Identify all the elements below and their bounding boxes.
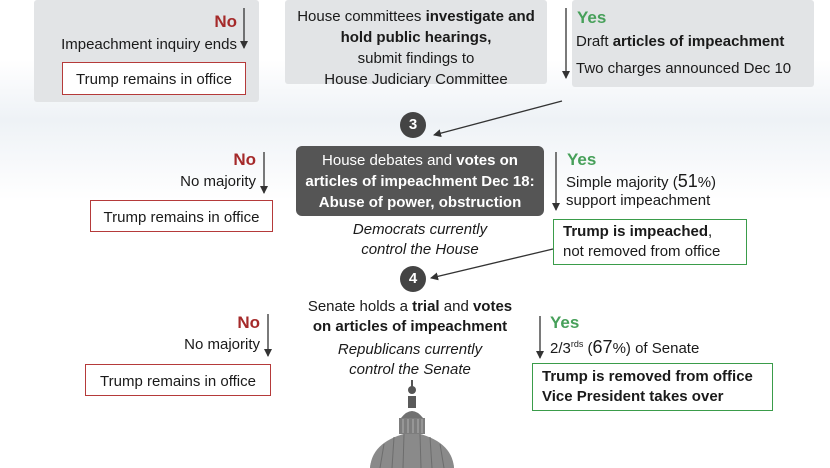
result-box-step4: Trump remains in office — [85, 364, 271, 396]
senate-votes-bold: votes — [472, 298, 513, 315]
two-thirds-num: 67 — [592, 337, 613, 357]
no-label-step3: No — [233, 150, 256, 169]
house-vote-pre: House debates and — [322, 152, 457, 169]
senate-mid: and — [439, 298, 473, 315]
no-label-top: No — [214, 12, 237, 31]
house-note-l2: control the House — [361, 241, 479, 258]
two-thirds-sup: rds — [570, 339, 584, 349]
step-4-badge: 4 — [400, 266, 426, 292]
removed-l2: Vice President takes over — [542, 388, 724, 405]
no-majority-step4: No majority — [184, 336, 260, 353]
result-box-top: Trump remains in office — [62, 62, 246, 95]
house-vote-l3: Abuse of power, obstruction — [318, 194, 522, 211]
house-vote-l2: articles of impeachment Dec 18: — [305, 173, 535, 190]
senate-note-l2: control the Senate — [349, 361, 471, 378]
draft-bold: articles of impeachment — [612, 33, 785, 50]
inquiry-ends-text: Impeachment inquiry ends — [61, 36, 237, 53]
support-impeachment-text: support impeachment — [566, 192, 711, 209]
yes-label-top: Yes — [577, 8, 607, 27]
investigation-pre: House committees — [297, 8, 426, 25]
house-note-l1: Democrats currently — [352, 221, 488, 238]
arrow-to-step4 — [431, 249, 553, 278]
no-label-step4: No — [237, 313, 260, 332]
senate-note-l1: Republicans currently — [337, 341, 483, 358]
house-vote-bold: votes on — [456, 152, 518, 169]
yes-label-step3: Yes — [567, 150, 597, 169]
no-majority-step3: No majority — [180, 173, 256, 190]
capitol-dome-icon — [370, 380, 454, 468]
yes-label-step4: Yes — [550, 313, 580, 332]
impeached-l2: not removed from office — [563, 243, 721, 260]
investigation-line4: House Judiciary Committee — [324, 71, 508, 88]
step-3-badge: 3 — [400, 112, 426, 138]
removed-l1: Trump is removed from office — [542, 368, 753, 385]
simple-majority-num: 51 — [677, 171, 698, 191]
simple-majority-post: %) — [697, 174, 717, 191]
impeached-bold: Trump is impeached — [563, 223, 709, 240]
two-thirds-frac: 2/3 — [550, 340, 571, 357]
investigation-bold: investigate and hold public hearings, — [340, 8, 535, 46]
result-box-step3: Trump remains in office — [90, 200, 273, 232]
two-thirds-open: ( — [583, 340, 593, 357]
senate-pre: Senate holds a — [307, 298, 413, 315]
impeached-comma: , — [708, 223, 713, 240]
senate-trial-bold: trial — [412, 298, 440, 315]
simple-majority-pre: Simple majority ( — [566, 174, 678, 191]
senate-l2: on articles of impeachment — [312, 318, 508, 335]
two-thirds-close: %) of Senate — [612, 340, 700, 357]
investigation-line3: submit findings to — [357, 50, 475, 67]
arrow-to-step3 — [434, 101, 562, 135]
draft-pre: Draft — [576, 33, 613, 50]
charges-announced-text: Two charges announced Dec 10 — [576, 60, 792, 77]
